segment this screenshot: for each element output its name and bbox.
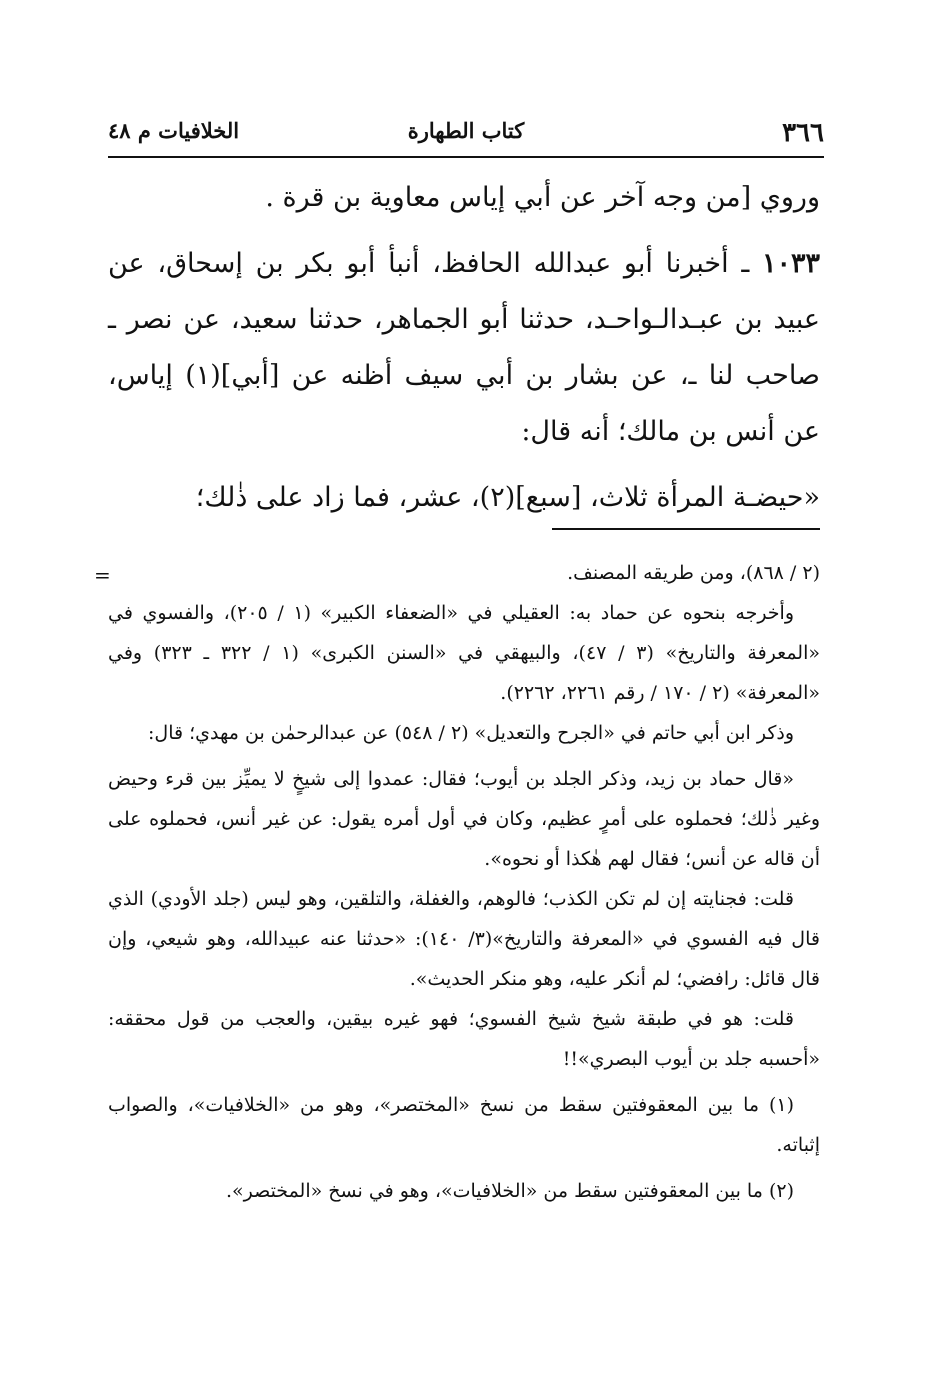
main-text [108, 170, 820, 526]
footnote-takhrij: وأخرجه بنحوه عن حماد به: العقيلي في «الضعفاء الكبير» (١ / ٢٠٥)، والفسوي في «المعرفة والتاريخ» (٣ / ٤٧)، والبيهقي في «السنن الكبرى» (١ / ٣٢٢ ـ ٣٢٣) وفي «المعرفة» (٢ / ١٧٠ / رقم ٢٢٦١، ٢٢٦٢). [108, 602, 820, 704]
header-rule [108, 156, 824, 158]
footnote-2: (٢) ما بين المعقوفتين سقط من «الخلافيات»، وهو في نسخ «المختصر». [225, 1180, 794, 1202]
footnote-comment-2: قلت: هو في طبقة شيخ شيخ الفسوي؛ فهو غيره بيقين، والعجب من قول محققه: «أحسبه جلد بن أيوب البصري»!! [108, 1008, 820, 1070]
footnote-separator [552, 528, 820, 530]
signature-mark: الخلافيات م ٤٨ [108, 118, 240, 143]
book-title: كتاب الطهارة [407, 118, 525, 143]
hadith-matn: «حيضـة المرأة ثلاث، [سبع](٢)، عشر، فما زاد على ذٰلك؛ [195, 482, 820, 513]
page-number: ٣٦٦ [782, 118, 824, 148]
footnote-1: (١) ما بين المعقوفتين سقط من نسخ «المختصر»، وهو من «الخلافيات»، والصواب إثباته. [108, 1094, 820, 1156]
hadith-chain: ـ أخبرنا أبو عبدالله الحافظ، أنبأ أبو بكر بن إسحاق، عن عبيد بن عبـدالـواحـد، حدثنا أبو الجماهر، حدثنا سعيد، عن نصر ـ صاحب لنا ـ، عن بشار بن أبي سيف أظنه عن [أبي](١) إياس، عن أنس بن مالك؛ أنه قال: [108, 248, 820, 447]
hadith-number: ١٠٣٣ [761, 248, 820, 279]
continuation-mark: = [94, 563, 111, 587]
footnote-continuation: (٢ / ٨٦٨)، ومن طريقه المصنف. [567, 562, 820, 584]
footnote-quote: «قال حماد بن زيد، وذكر الجلد بن أيوب؛ فقال: عمدوا إلى شيخٍ لا يميِّز بين قرء وحيض وغير ذٰلك؛ فحملوه على أمرٍ عظيم، وكان في أول أمره يقول: عن غير أنس، فحملوه على أن قاله عن أنس؛ فقال لهم هٰكذا أو نحوه». [108, 768, 820, 870]
footnotes [108, 553, 820, 1211]
running-header [108, 118, 824, 154]
hadith-1033 [108, 236, 820, 460]
footnote-comment-1: قلت: فجنايته إن لم تكن الكذب؛ فالوهم، والغفلة، والتلقين، وهو ليس (جلد الأودي) الذي قال فيه الفسوي في «المعرفة والتاريخ»(٣/ ١٤٠): «حدثنا عنه عبيدالله، وهو شيعي، وإن قال قائل: رافضي؛ لم أنكر عليه، وهو منكر الحديث». [108, 888, 820, 990]
footnote-jarh: وذكر ابن أبي حاتم في «الجرح والتعديل» (٢ / ٥٤٨) عن عبدالرحمٰن بن مهدي؛ قال: [148, 722, 794, 744]
paragraph-narration: وروي [من وجه آخر عن أبي إياس معاوية بن قرة . [265, 182, 820, 213]
